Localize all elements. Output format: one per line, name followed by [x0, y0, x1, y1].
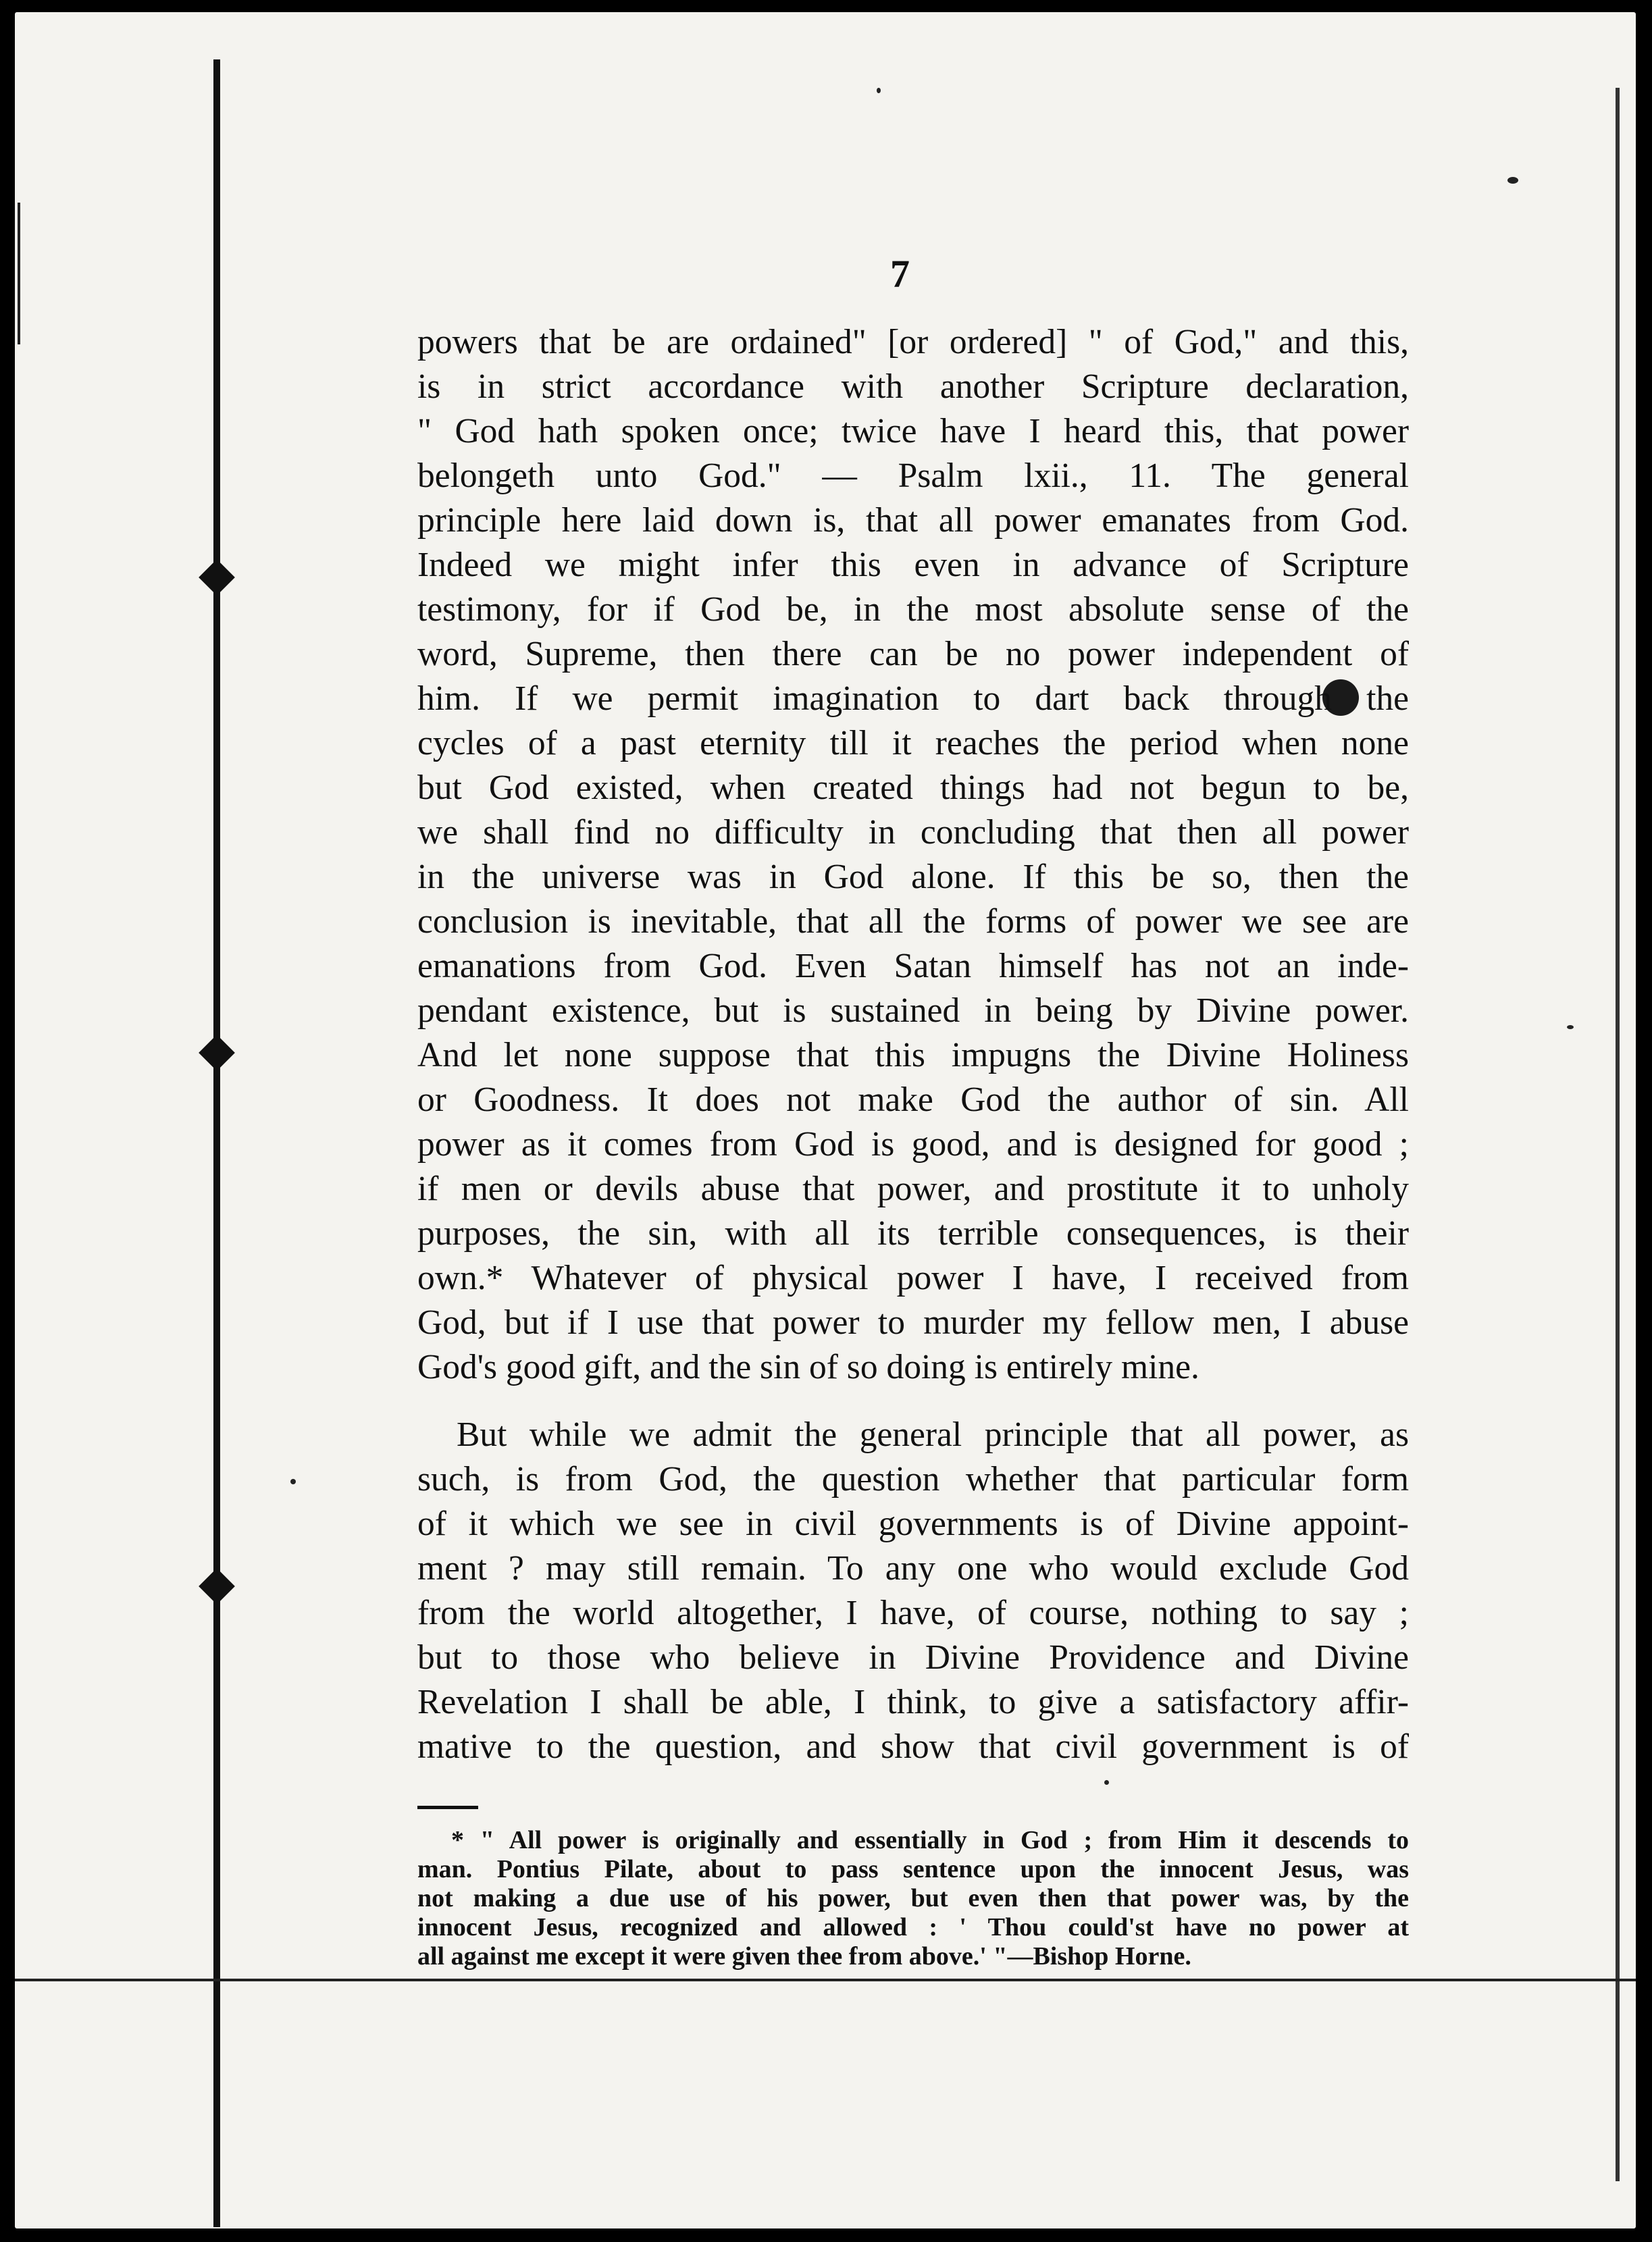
text-line: Revelation I shall be able, I think, to give a satisfactory affir- [417, 1683, 1409, 1721]
text-line: " God hath spoken once; twice have I heard this, that power [417, 412, 1409, 450]
ink-speck [1567, 1025, 1574, 1029]
binding-spine [213, 59, 220, 2227]
text-line: Indeed we might infer this even in advance of Scripture [417, 546, 1409, 584]
text-line: mative to the question, and show that civil government is of [417, 1727, 1409, 1766]
ink-speck [1507, 177, 1518, 184]
ink-speck [1104, 1780, 1109, 1785]
text-line: but God existed, when created things had not begun to be, [417, 768, 1409, 807]
text-line: power as it comes from God is good, and is designed for good ; [417, 1125, 1409, 1164]
text-line: cycles of a past eternity till it reaches the period when none [417, 724, 1409, 762]
text-line: conclusion is inevitable, that all the forms of power we see are [417, 902, 1409, 941]
footnote-line: all against me except it were given thee from above.' "—Bishop Horne. [417, 1942, 1191, 1971]
bottom-edge-line [15, 1979, 1636, 1981]
text-line: belongeth unto God." — Psalm lxii., 11. The general [417, 457, 1409, 495]
text-line: emanations from God. Even Satan himself has not an inde- [417, 947, 1409, 985]
text-line: ment ? may still remain. To any one who would exclude God [417, 1549, 1409, 1588]
text-line: such, is from God, the question whether that particular form [417, 1460, 1409, 1498]
ink-speck [877, 88, 881, 93]
text-line: principle here laid down is, that all power emanates from God. [417, 501, 1409, 540]
ink-speck [290, 1479, 296, 1484]
text-line: own.* Whatever of physical power I have, I received from [417, 1259, 1409, 1297]
text-line: is in strict accordance with another Scripture declaration, [417, 367, 1409, 406]
text-line: pendant existence, but is sustained in being by Divine power. [417, 991, 1409, 1030]
text-line: or Goodness. It does not make God the author of sin. All [417, 1080, 1409, 1119]
text-line: if men or devils abuse that power, and prostitute it to unholy [417, 1170, 1409, 1208]
margin-mark [18, 203, 20, 344]
text-line: God's good gift, and the sin of so doing is entirely mine. [417, 1348, 1199, 1386]
page-number: 7 [890, 252, 910, 296]
page-edge [1616, 88, 1620, 2181]
text-line: from the world altogether, I have, of course, nothing to say ; [417, 1594, 1409, 1632]
text-line: but to those who believe in Divine Providence and Divine [417, 1638, 1409, 1677]
text-line: in the universe was in God alone. If this be so, then the [417, 858, 1409, 896]
footnote-line: not making a due use of his power, but even then that power was, by the [417, 1884, 1409, 1912]
text-line: of it which we see in civil governments is of Divine appoint- [417, 1505, 1409, 1543]
text-line: word, Supreme, then there can be no power independent of [417, 635, 1409, 673]
text-line: And let none suppose that this impugns the Divine Holiness [417, 1036, 1409, 1074]
footnote-rule [417, 1806, 478, 1809]
text-line: But while we admit the general principle that all power, as [457, 1415, 1409, 1454]
text-line: God, but if I use that power to murder my fellow men, I abuse [417, 1303, 1409, 1342]
text-line: him. If we permit imagination to dart back through the [417, 679, 1409, 718]
text-line: we shall find no difficulty in concluding that then all power [417, 813, 1409, 852]
footnote-line: innocent Jesus, recognized and allowed : ' Thou could'st have no power at [417, 1913, 1409, 1941]
text-line: powers that be are ordained" [or ordered] " of God," and this, [417, 323, 1409, 361]
text-line: purposes, the sin, with all its terrible consequences, is their [417, 1214, 1409, 1253]
footnote-line: * " All power is originally and essentially in God ; from Him it descends to [451, 1826, 1409, 1854]
text-line: testimony, for if God be, in the most absolute sense of the [417, 590, 1409, 629]
footnote-line: man. Pontius Pilate, about to pass sentence upon the innocent Jesus, was [417, 1855, 1409, 1883]
